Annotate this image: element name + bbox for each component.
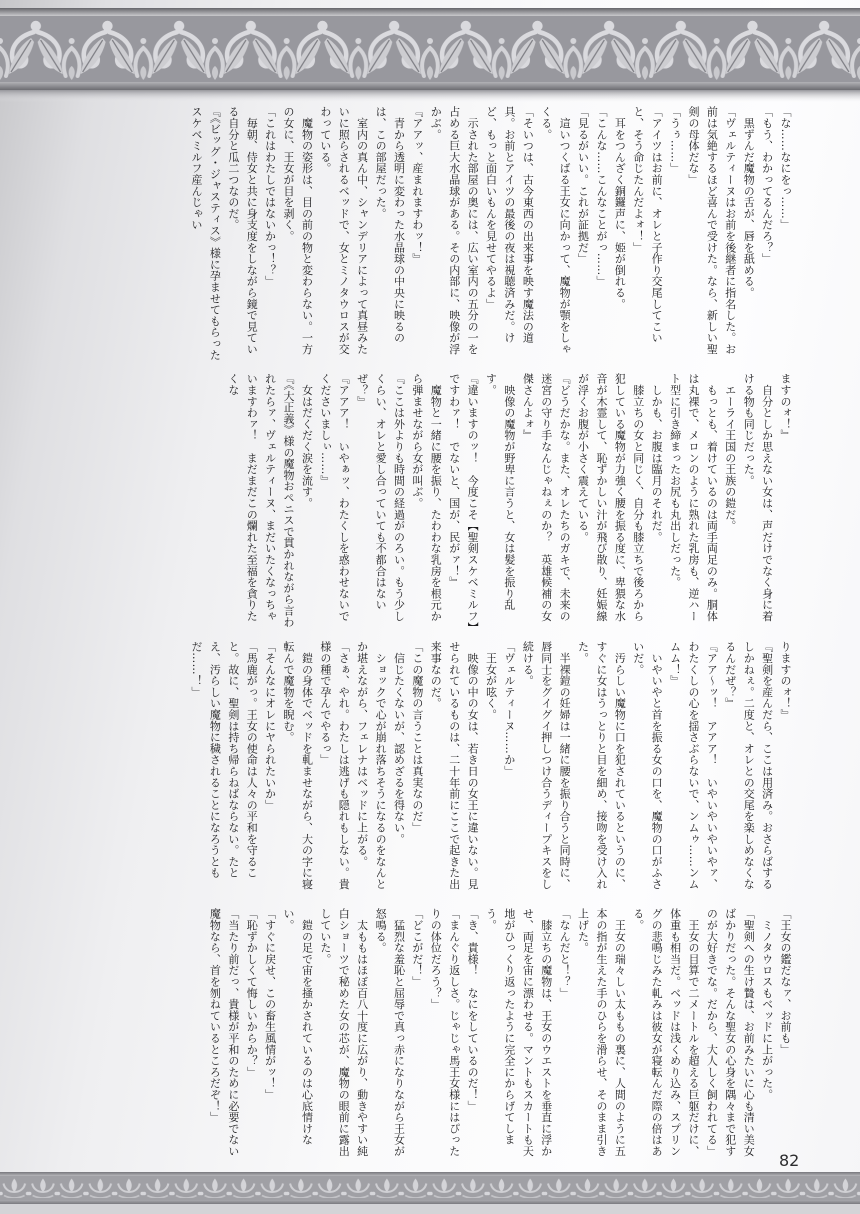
paragraph: 「こんな……こんなことがっ……」 (594, 106, 608, 287)
paragraph: 「どこがだ！」 (410, 908, 424, 988)
paragraph: 自分としか思えない女は、声だけでなく身に着ける物も同じだった。 (742, 373, 774, 622)
paragraph: 『アアア！ いやぁッ、わたくしを惑わせないでくださいましぃ……』 (318, 373, 351, 622)
paragraph: 「そいつは、古今東西の出来事を映す魔法の道具。お前とアイツの最後の夜は視聴済みだ。けど、もっと面白いもんを見せてやるよ」 (484, 106, 535, 344)
paragraph: 汚らしい魔物に口を犯されているというのに、すぐに女はうっとりと目を細め、接吻を受け入れた。 (576, 641, 627, 890)
paragraph: 猛烈な羞恥と屈辱で真っ赤になりながら王女が怒鳴る。 (374, 908, 406, 1157)
paragraph: 青から透明に変わった水晶球の中央に映るのは、この部屋だった。 (374, 106, 406, 344)
paragraph: 「まんぐり返しさ。じゃじゃ馬王女様にはぴったりの体位だろう？」 (429, 908, 461, 1157)
paragraph: 『違いますのッ！ 今度こそ【聖剣スケベミルフ】ですわァ！ でないと、国が、民がァ！』 (447, 373, 480, 628)
paragraph: しかも、お腹は臨月のそれだ。 (650, 373, 664, 543)
paragraph: りますのォ！』 (779, 641, 792, 721)
paragraph: 「馬鹿がっ。王女の使命は人々の平和を守ること。故に、聖剣は持ち帰らねばならない。たとえ、汚らしい魔物に穢されることになろうともだ……！」 (190, 641, 259, 879)
paragraph: 魔物の姿形は、目の前の物と変わらない。一方の女に、王女が目を剥く。 (282, 106, 314, 355)
paragraph: 「な……なにをっ……」 (779, 106, 792, 231)
paragraph: 『《大正義》様の魔物おペニスで貫かれながら言われたらァ、ヴェルティーヌ、まだいたくなっちゃいますわァ！ まだまだこの爛れた至福を貪りたくな (226, 373, 296, 628)
paragraph: 王女の目算で二メートルを超える巨躯だけに、体重も相当だ。ベッドは浅くめり込み、スプリングの悲鳴じみた軋みは彼女が寝転んだ際の倍はある。 (631, 908, 700, 1157)
paragraph: 「アイツはお前に、オレと子作り交尾してこいと、そう命じたんだよォ！」 (631, 106, 664, 344)
paragraph: 「そんなにオレにヤられたいか」 (263, 641, 277, 811)
paragraph: 「き、貴様！ なにをしているのだ！」 (466, 908, 480, 1112)
paragraph: 「ヴェルティーヌ……か」 (502, 641, 516, 777)
paragraph: 女はだくだく涙を流す。 (300, 373, 314, 509)
paragraph: 王女の瑞々しい太ももの裏に、人間のように五本の指が生えた手のひらを滑らせ、そのまま引き上げた。 (576, 908, 627, 1157)
paragraph: 半裸鎧の妊婦は一緒に腰を振り合うと同時に、唇同士をグイグイ押しつけ合うディープキスをし続ける。 (521, 641, 572, 890)
paragraph: 王女が呟く。 (484, 641, 498, 721)
paragraph: 「恥ずかしくて悔しいからか？」 (245, 908, 259, 1078)
text-block-1 (92, 106, 794, 365)
paragraph: 膝立ちの女と同じく、自分も膝立ちで後ろから犯している魔物が力強く腰を振る度に、卑猥な水音が木霊して、恥ずかしい汁が飛び散り、妊娠線が浮くお腹が小さく震えている。 (576, 373, 645, 622)
paragraph: 「なんだと！？」 (558, 908, 572, 999)
paragraph: 「当たり前だっ、貴様が平和のために必要でない魔物なら、首を刎ねているところだぞ！」 (208, 908, 240, 1157)
paragraph: 毎朝、侍女と共に身支度をしながら鏡で見ている自分と瓜二つなのだ。 (226, 106, 259, 355)
paragraph: ミノタウロスもベッドに上がった。 (760, 908, 774, 1101)
paragraph: 示された部屋の奥には、広い室内の五分の一を占める巨大水晶球がある。その内部に、映像が浮かぶ。 (429, 106, 480, 355)
paragraph: 「さぁ、やれ。わたしは逃げも隠れもしない。貴様の種で孕んでやるっ」 (318, 641, 351, 890)
paragraph: 『アアッ、産まれますわッ！』 (410, 106, 424, 265)
paragraph: 「この魔物の言うことは真実なのだ」 (410, 641, 424, 834)
paragraph: 耳をつんざく銅鑼声に、姫が倒れる。 (613, 106, 627, 310)
bottom-ornamental-border (0, 1172, 860, 1214)
paragraph: 「聖剣への生け贄は、お前みたいに心も清い美女ばかりだった。そんな聖女の心身を隅々まで犯すのが大好きでな。だから、大人しく飼われてる」 (705, 908, 756, 1157)
paragraph: 「これはわたしではないかっ！？」 (263, 106, 277, 287)
paragraph: 映像の魔物が野卑に言うと、女は髪を振り乱す。 (484, 373, 516, 611)
paragraph: 太ももはほぼ百八十度に広がり、動きやすい純白ショーツで秘めた女の芯が、魔物の眼前に露出していた。 (318, 908, 369, 1157)
paragraph: 「ヴェルティーヌはお前を後継者に指名した。お前は気絶するほど喜んで受けた。なら、新しい聖剣の母体だな」 (686, 106, 737, 355)
paragraph: 信じたくないが、認めざるを得ない。 (392, 641, 406, 845)
paragraph: 魔物と一緒に腰を振り、たわわな乳房を根元から弾ませながら女が叫ぶ。 (410, 373, 443, 622)
paragraph: 『聖剣を産んだら、ここは用済み。おさらばするしかねぇ。二度と、オレとの交尾を楽しめなくなるんだぜ？』 (723, 641, 774, 890)
paragraph: 這いつくばる王女に向かって、魔物が顎をしゃくる。 (539, 106, 572, 355)
paragraph: ますのォ！』 (779, 373, 792, 441)
paragraph: 「見るがいい。これが証拠だ」 (576, 106, 590, 265)
text-block-3 (92, 641, 794, 900)
paragraph: 映像の中の女は、若き日の女王に違いない。見せられているものは、二十年前にここで起きた出来事なのだ。 (429, 641, 480, 890)
paragraph: 『ここは外よりも時間の経過がのろい。もう少しくらい、オレと愛し合っていても不都合はないぜ？』 (355, 373, 406, 622)
top-ornamental-border (0, 8, 860, 102)
page-number: 82 (779, 1151, 800, 1170)
paragraph: 鎧の足で宙を掻かされているのは心底情けない。 (282, 908, 314, 1146)
paragraph: 「うぅ……」 (668, 106, 682, 174)
paragraph: 鎧の身体でベッドを軋ませながら、大の字に寝転んで魔物を睨む。 (282, 641, 314, 890)
paragraph: エーライ王国の王族の鎧だ。 (723, 373, 737, 532)
text-block-4 (92, 908, 794, 1167)
paragraph: いやいやと首を振る女の口を、魔物の口がふさいだ。 (631, 641, 664, 890)
paragraph: 膝立ちの魔物は、王女のウエストを垂直に浮かせ、両足を宙に漂わせる。マントもスカートも天地がひっくり返ったように完全にからげてしまう。 (484, 908, 553, 1157)
paragraph: 「もう、わかってるんだろ？」 (760, 106, 774, 265)
paragraph: 室内の真ん中、シャンデリアによって真昼みたいに照らされるベッドで、女とミノタウロスが交わっている。 (318, 106, 369, 355)
paragraph: もっとも、着けているのは両手両足のみ。胴体は丸裸で、メロンのように熟れた乳房も、逆ハート型に引き締まったお尻も丸出しだった。 (668, 373, 719, 622)
paragraph: 『どうだかな。また、オレたちのガキで、未来の迷宮の守り手なんじゃねぇのか？ 英雄候補の女傑さんよォ』 (521, 373, 572, 622)
text-block-2 (92, 373, 794, 632)
paragraph: ショックで心が崩れ落ちそうになるのをなんとか堪えながら、フェレナはベッドに上がる。 (355, 641, 388, 890)
paragraph: 『アア〜ッ！ アアア！ いやいやいやいやァ、わたくしの心を揺さぶらないで、ンムゥ……ンムムム！』 (668, 641, 719, 890)
paragraph: 「王女の鑑だなァ、お前も」 (779, 908, 792, 1055)
paragraph: 『《ビッグ・ジャスティス》様に孕ませてもらったスケベミルフ産んじゃい (190, 106, 222, 361)
paragraph: 黒ずんだ魔物の舌が、唇を舐める。 (742, 106, 756, 299)
paragraph: 「すぐに戻せ、この畜生風情がッ！」 (263, 908, 277, 1101)
